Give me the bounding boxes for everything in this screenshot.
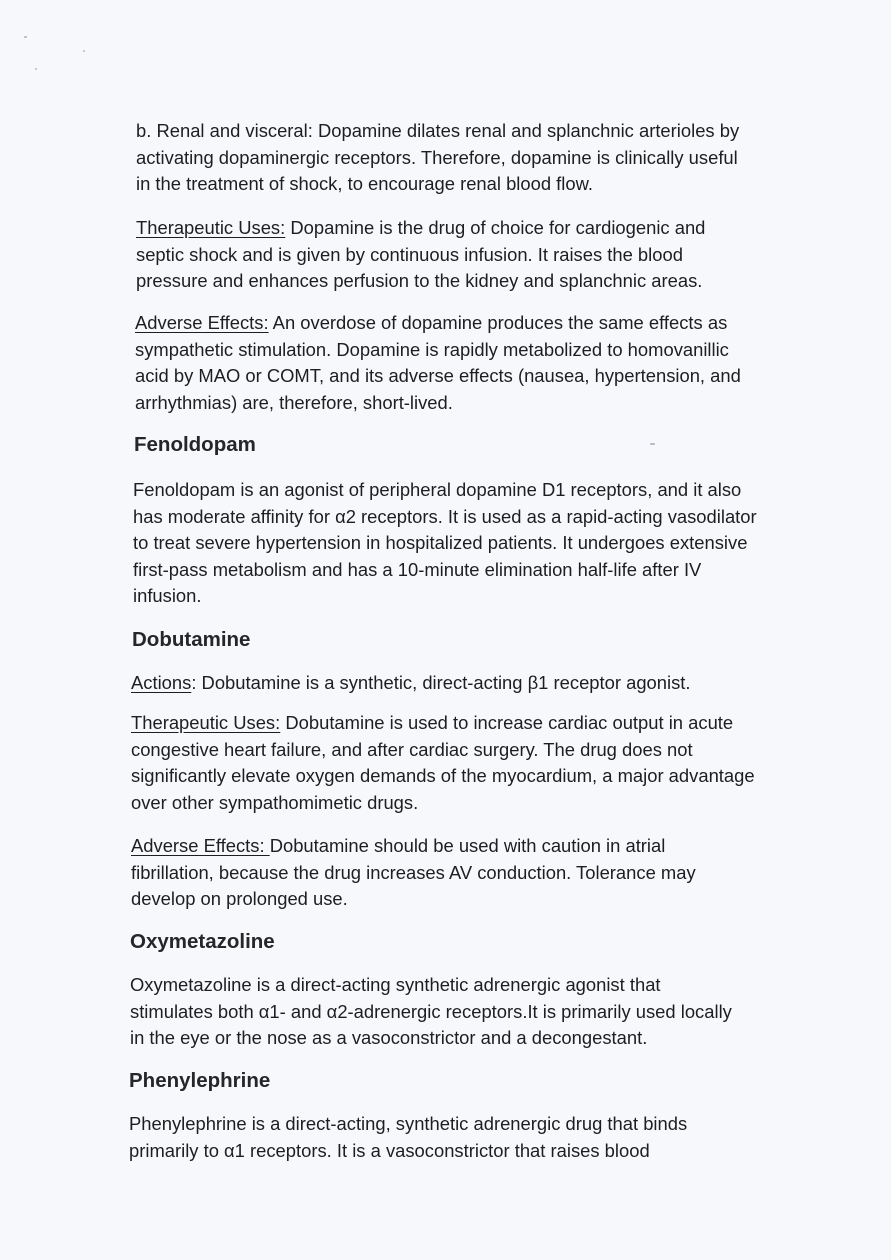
phenylephrine-paragraph: Phenylephrine is a direct-acting, synthetic adrenergic drug that binds primarily to α1 receptors. It is a vasoconstrictor that raises blood [129,1113,688,1161]
dobutamine-heading: Dobutamine [132,628,251,651]
dobutamine-therapeutic-label: Therapeutic Uses: [131,712,281,733]
fenoldopam-paragraph: Fenoldopam is an agonist of peripheral dopamine D1 receptors, and it also has moderate affinity for α2 receptors. It is used as a rapid-acting vasodilator to treat severe hypertension in hospitalized patients. It undergoes extensive first-pass metabolism and has a 10-minute elimination half-life after IV infusion. [133,479,757,606]
adverse-effects-label: Adverse Effects: [135,312,269,333]
adverse-effects-text: An overdose of dopamine produces the same effects as sympathetic stimulation. Dopamine is rapidly metabolized to homovanillic acid by MAO or COMT, and its adverse effects (nausea, hypertension, and arrhythmias) are, therefore, short-lived. [135,312,741,413]
fenoldopam-heading: Fenoldopam [134,433,256,456]
phenylephrine-heading: Phenylephrine [129,1069,271,1092]
dopamine-renal-paragraph [136,118,756,198]
renal-text: Renal and visceral: Dopamine dilates renal and splanchnic arterioles by activating dopaminergic receptors. Therefore, dopamine is clinically useful in the treatment of shock, to encourage renal blood flow. [136,120,740,194]
dobutamine-therapeutic-text: Dobutamine is used to increase cardiac output in acute congestive heart failure, and after cardiac surgery. The drug does not significantly elevate oxygen demands of the myocardium, a major advantage over other sympathomimetic drugs. [131,712,755,813]
oxymetazoline-heading: Oxymetazoline [130,930,275,953]
actions-label: Actions [131,672,192,693]
dobutamine-therapeutic-paragraph [131,710,756,816]
dobutamine-actions-paragraph [131,670,771,697]
scan-speck [24,36,27,38]
therapeutic-uses-label: Therapeutic Uses: [136,217,286,238]
dobutamine-adverse-text: Dobutamine should be used with caution in atrial fibrillation, because the drug increases AV conduction. Tolerance may develop on prolonged use. [131,835,696,909]
actions-text: : Dobutamine is a synthetic, direct-acting β1 receptor agonist. [191,672,691,693]
dopamine-therapeutic-paragraph [136,215,746,295]
oxymetazoline-paragraph: Oxymetazoline is a direct-acting synthetic adrenergic agonist that stimulates both α1- and α2-adrenergic receptors.It is primarily used locally in the eye or the nose as a vasoconstrictor and a decongestant. [130,974,732,1048]
dopamine-adverse-paragraph [135,310,760,416]
scan-speck [83,50,85,52]
therapeutic-uses-text: Dopamine is the drug of choice for cardiogenic and septic shock and is given by continuous infusion. It raises the blood pressure and enhances perfusion to the kidney and splanchnic areas. [136,217,706,291]
scan-speck [650,443,655,445]
dobutamine-adverse-label: Adverse Effects: [131,835,270,856]
dobutamine-adverse-paragraph [131,833,746,913]
scan-speck [35,68,37,70]
renal-label: b. [136,120,152,141]
